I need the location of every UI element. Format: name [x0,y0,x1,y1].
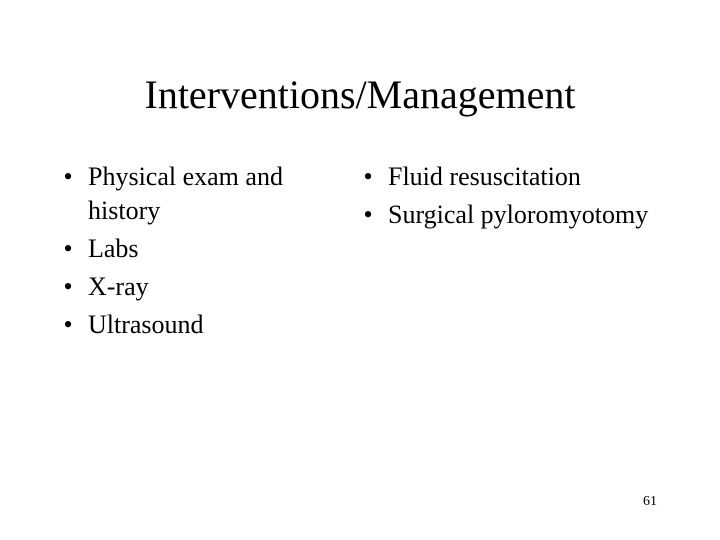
list-item-text: Surgical pyloromyotomy [388,200,649,229]
list-item [58,270,318,304]
list-item [58,232,318,266]
list-item [358,160,658,194]
right-bullet-list [358,160,658,236]
list-item [358,198,658,232]
list-item-text: Physical exam and history [88,162,283,225]
left-bullet-list [58,160,318,346]
page-number: 61 [643,494,657,509]
bullet-icon: • [363,162,373,191]
bullet-icon: • [63,234,73,263]
list-item [58,160,318,228]
bullet-icon: • [63,162,73,191]
list-item [58,308,318,342]
list-item-text: Labs [88,234,139,263]
list-item-text: Ultrasound [88,310,204,339]
list-item-text: Fluid resuscitation [388,162,581,191]
bullet-icon: • [363,200,373,229]
list-item-text: X-ray [88,272,149,301]
bullet-icon: • [63,310,73,339]
bullet-icon: • [63,272,73,301]
slide-title: Interventions/Management [144,72,576,117]
